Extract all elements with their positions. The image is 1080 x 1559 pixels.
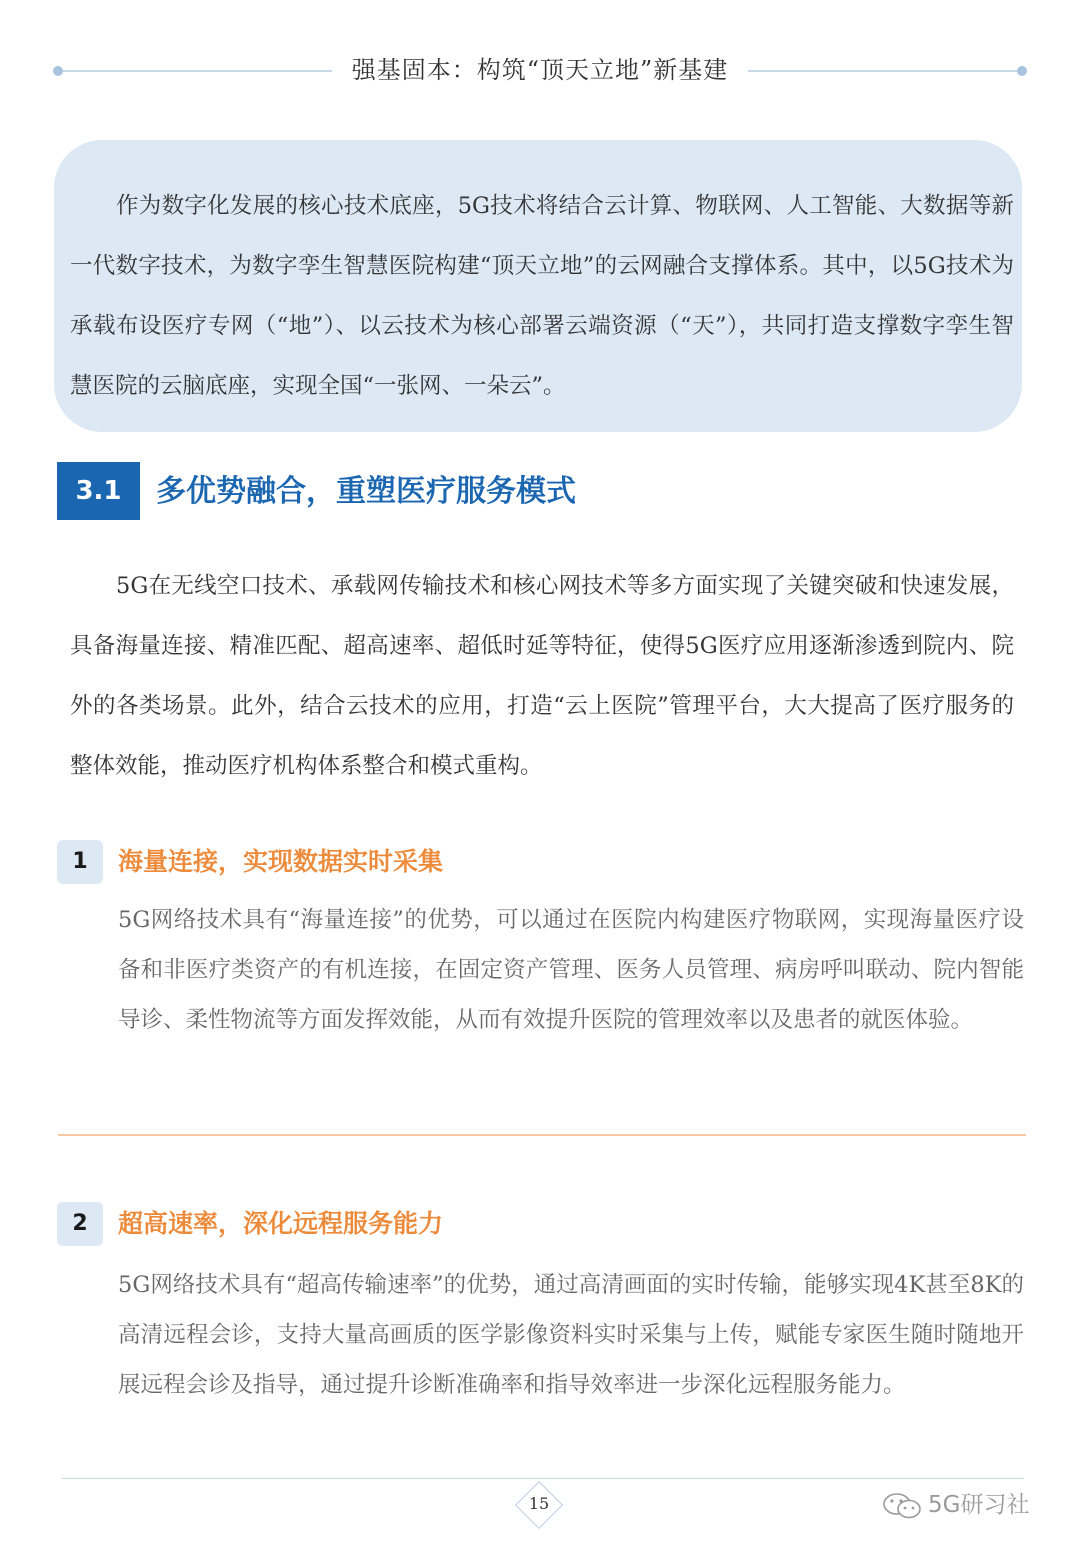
section-paragraph: 5G在无线空口技术、承载网传输技术和核心网技术等多方面实现了关键突破和快速发展，具备海量连接、精准匹配、超高速率、超低时延等特征，使得5G医疗应用逐渐渗透到院内、院外的各类场景。此外，结合云技术的应用，打造“云上医院”管理平台，大大提高了医疗服务的整体效能，推动医疗机构体系整合和模式重构。 bbox=[70, 573, 1014, 779]
page-number: 15 bbox=[528, 1494, 550, 1513]
footer-rule bbox=[62, 1478, 1024, 1479]
page-header-title: 强基固本：构筑“顶天立地”新基建 bbox=[351, 56, 729, 84]
item-number-badge: 2 bbox=[57, 1202, 103, 1246]
header-rule-left bbox=[58, 70, 332, 72]
header-rule-right bbox=[748, 70, 1022, 72]
wechat-icon bbox=[880, 1491, 926, 1521]
header-dot-right bbox=[1017, 66, 1027, 76]
watermark-text: 5G研习社 bbox=[928, 1492, 1030, 1518]
section-divider bbox=[58, 1134, 1026, 1136]
item-text: 5G网络技术具有“海量连接”的优势，可以通过在医院内构建医疗物联网，实现海量医疗设备和非医疗类资产的有机连接，在固定资产管理、医务人员管理、病房呼叫联动、院内智能导诊、柔性物流等方面发挥效能，从而有效提升医院的管理效率以及患者的就医体验。 bbox=[118, 907, 1024, 1033]
intro-paragraph: 作为数字化发展的核心技术底座，5G技术将结合云计算、物联网、人工智能、大数据等新一代数字技术，为数字孪生智慧医院构建“顶天立地”的云网融合支撑体系。其中，以5G技术为承载布设医疗专网（“地”）、以云技术为核心部署云端资源（“天”），共同打造支撑数字孪生智慧医院的云脑底座，实现全国“一张网、一朵云”。 bbox=[70, 193, 1014, 399]
section-number-badge: 3.1 bbox=[57, 462, 140, 520]
item-number-badge: 1 bbox=[57, 840, 103, 884]
section-title: 多优势融合，重塑医疗服务模式 bbox=[156, 474, 576, 509]
item-text: 5G网络技术具有“超高传输速率”的优势，通过高清画面的实时传输，能够实现4K甚至8K的高清远程会诊，支持大量高画质的医学影像资料实时采集与上传，赋能专家医生随时随地开展远程会诊及指导，通过提升诊断准确率和指导效率进一步深化远程服务能力。 bbox=[118, 1272, 1024, 1398]
item-title: 海量连接，实现数据实时采集 bbox=[118, 847, 444, 876]
header-dot-left bbox=[53, 66, 63, 76]
item-title: 超高速率，深化远程服务能力 bbox=[118, 1209, 444, 1238]
